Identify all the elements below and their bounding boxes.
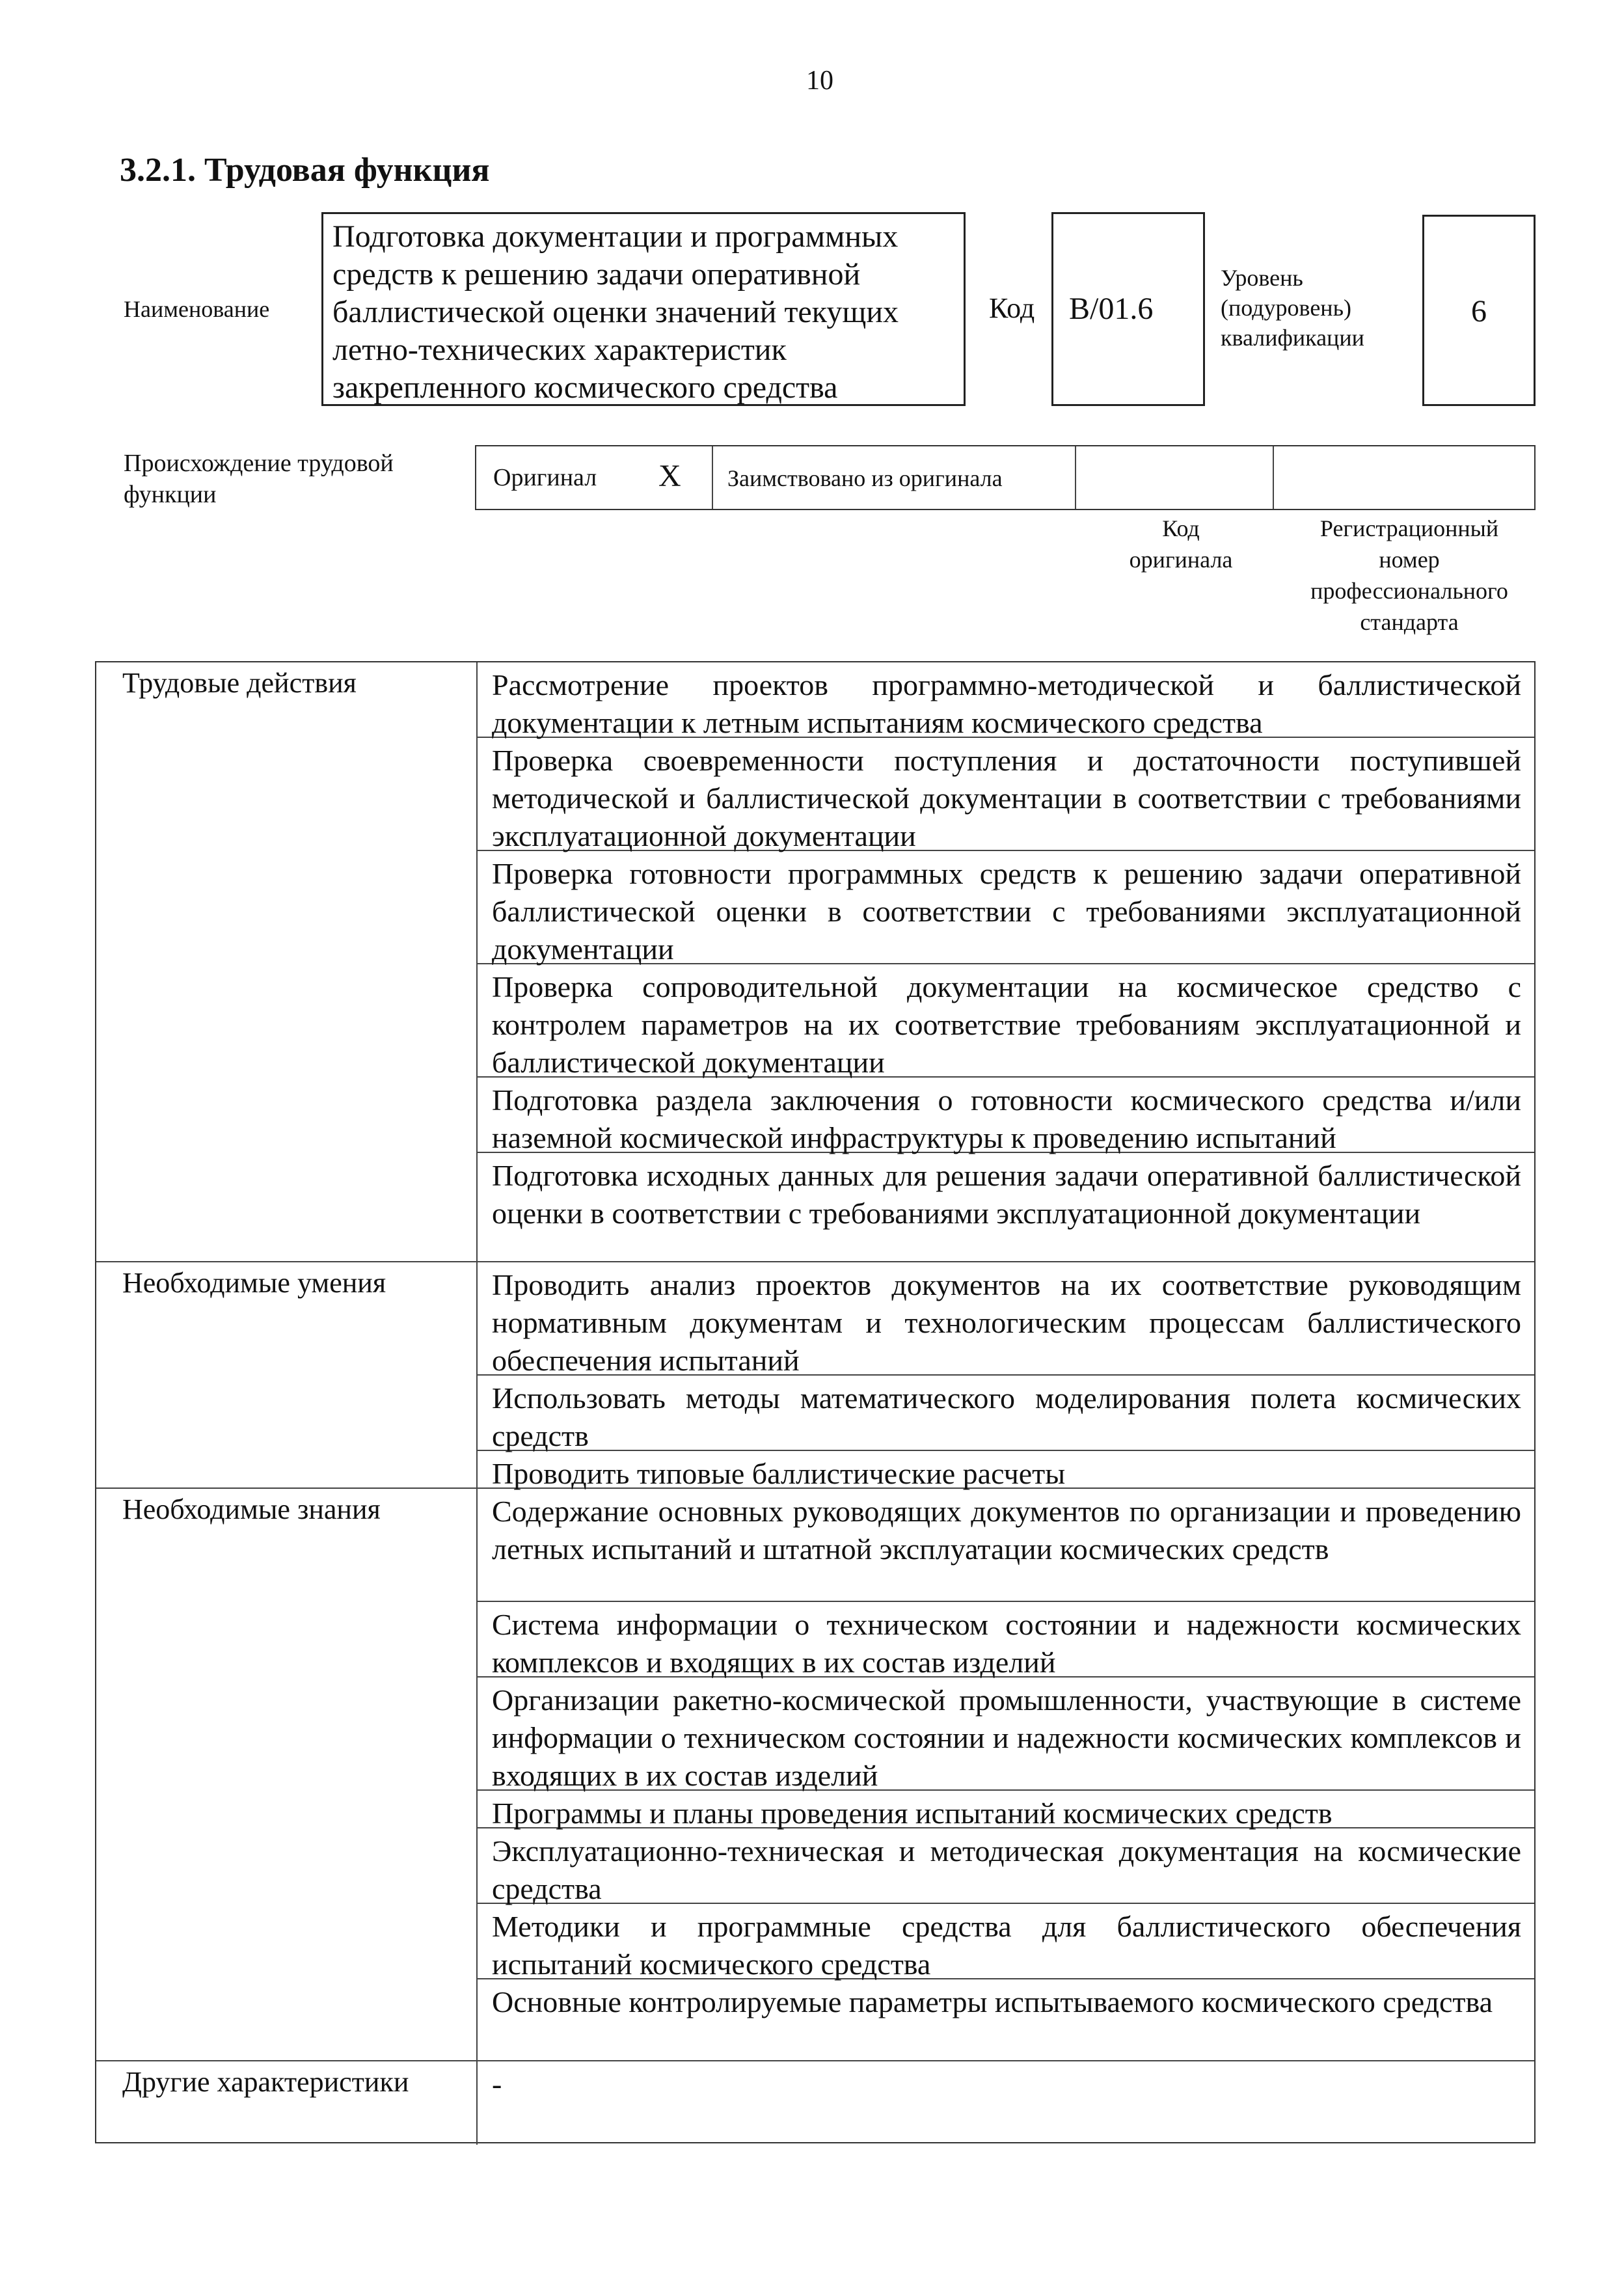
knowledge-items (476, 1489, 1534, 2060)
table-row: Проверка готовности программных средств к решению задачи оперативной баллистической оценки в соответствии с требованиями эксплуатационной документации (478, 851, 1534, 964)
caption-line: Регистрационный (1320, 515, 1499, 541)
reg-number-cell (1274, 446, 1537, 509)
level-label (1221, 263, 1364, 353)
code-label: Код (989, 292, 1035, 324)
level-value: 6 (1422, 215, 1536, 406)
origin-label-line: Происхождение трудовой (124, 450, 394, 477)
table-row: Подготовка исходных данных для решения задачи оперативной баллистической оценки в соответствии с требованиями эксплуатационной документации (492, 1159, 1521, 1230)
knowledge-section (96, 1489, 1534, 2061)
knowledge-label: Необходимые знания (122, 1493, 381, 1525)
actions-items (476, 662, 1534, 1261)
other-items (476, 2061, 1534, 2145)
original-mark: X (658, 459, 681, 493)
skills-label: Необходимые умения (122, 1267, 386, 1299)
name-label: Наименование (124, 296, 270, 322)
function-name-line: закрепленного космического средства (332, 370, 838, 405)
function-name-line: летно-технических характеристик (332, 333, 787, 367)
section-title: 3.2.1. Трудовая функция (120, 152, 490, 189)
caption-line: номер (1379, 547, 1440, 573)
table-row: Проверка сопроводительной документации на космическое средство с контролем параметров на их соответствие требованиям эксплуатационной и баллистической документации (478, 964, 1534, 1078)
level-label-line: квалификации (1221, 325, 1364, 351)
skills-items (476, 1262, 1534, 1490)
table-row: Проводить анализ проектов документов на их соответствие руководящим нормативным документам и технологическим процессам баллистического обеспечения испытаний (478, 1262, 1534, 1376)
caption-original-code (1080, 513, 1282, 575)
table-row: Организации ракетно-космической промышленности, участвующие в системе информации о техническом состоянии и надежности космических комплексов и входящих в их состав изделий (478, 1678, 1534, 1791)
other-label: Другие характеристики (122, 2066, 409, 2098)
table-row: Программы и планы проведения испытаний космических средств (478, 1791, 1534, 1828)
caption-reg-number (1273, 513, 1546, 638)
function-name-line: Подготовка документации и программных (332, 219, 899, 254)
table-row: Основные контролируемые параметры испытываемого космического средства (492, 1985, 1493, 2018)
other-section (96, 2061, 1534, 2145)
level-label-line: Уровень (1221, 265, 1303, 291)
level-label-line: (подуровень) (1221, 295, 1351, 321)
table-row: Подготовка раздела заключения о готовности космического средства и/или наземной космической инфраструктуры к проведению испытаний (478, 1078, 1534, 1153)
origin-table (475, 445, 1536, 510)
caption-line: Код (1162, 515, 1200, 541)
table-row: Эксплуатационно-техническая и методическая документация на космические средства (478, 1828, 1534, 1904)
original-code-cell (1076, 446, 1274, 509)
code-value: B/01.6 (1051, 212, 1205, 406)
table-row: Проводить типовые баллистические расчеты (492, 1457, 1066, 1490)
caption-line: профессионального (1310, 578, 1508, 604)
table-row: Система информации о техническом состоянии и надежности космических комплексов и входящих в их состав изделий (478, 1602, 1534, 1678)
caption-line: стандарта (1360, 609, 1459, 635)
skills-section (96, 1262, 1534, 1489)
table-row: Содержание основных руководящих документов по организации и проведению летных испытаний и штатной эксплуатации космических средств (478, 1489, 1534, 1602)
origin-label (124, 448, 394, 510)
caption-line: оригинала (1129, 547, 1233, 573)
other-value: - (492, 2067, 502, 2100)
original-label: Оригинал (493, 464, 597, 491)
function-name-box (321, 212, 966, 406)
function-details-table (95, 661, 1536, 2143)
function-name-line: средств к решению задачи оперативной (332, 257, 861, 292)
actions-label: Трудовые действия (122, 667, 357, 699)
actions-section (96, 662, 1534, 1262)
origin-label-line: функции (124, 481, 217, 508)
page-number: 10 (806, 66, 833, 96)
table-row: Рассмотрение проектов программно-методической и баллистической документации к летным испытаниям космического средства (478, 662, 1534, 738)
table-row: Проверка своевременности поступления и достаточности поступившей методической и баллистической документации в соответствии с требованиями эксплуатационной документации (478, 738, 1534, 851)
origin-original-cell (476, 446, 713, 509)
table-row: Использовать методы математического моделирования полета космических средств (478, 1376, 1534, 1451)
table-row: Методики и программные средства для баллистического обеспечения испытаний космического средства (478, 1904, 1534, 1979)
function-name-line: баллистической оценки значений текущих (332, 295, 899, 329)
origin-borrowed-cell: Заимствовано из оригинала (713, 446, 1076, 509)
